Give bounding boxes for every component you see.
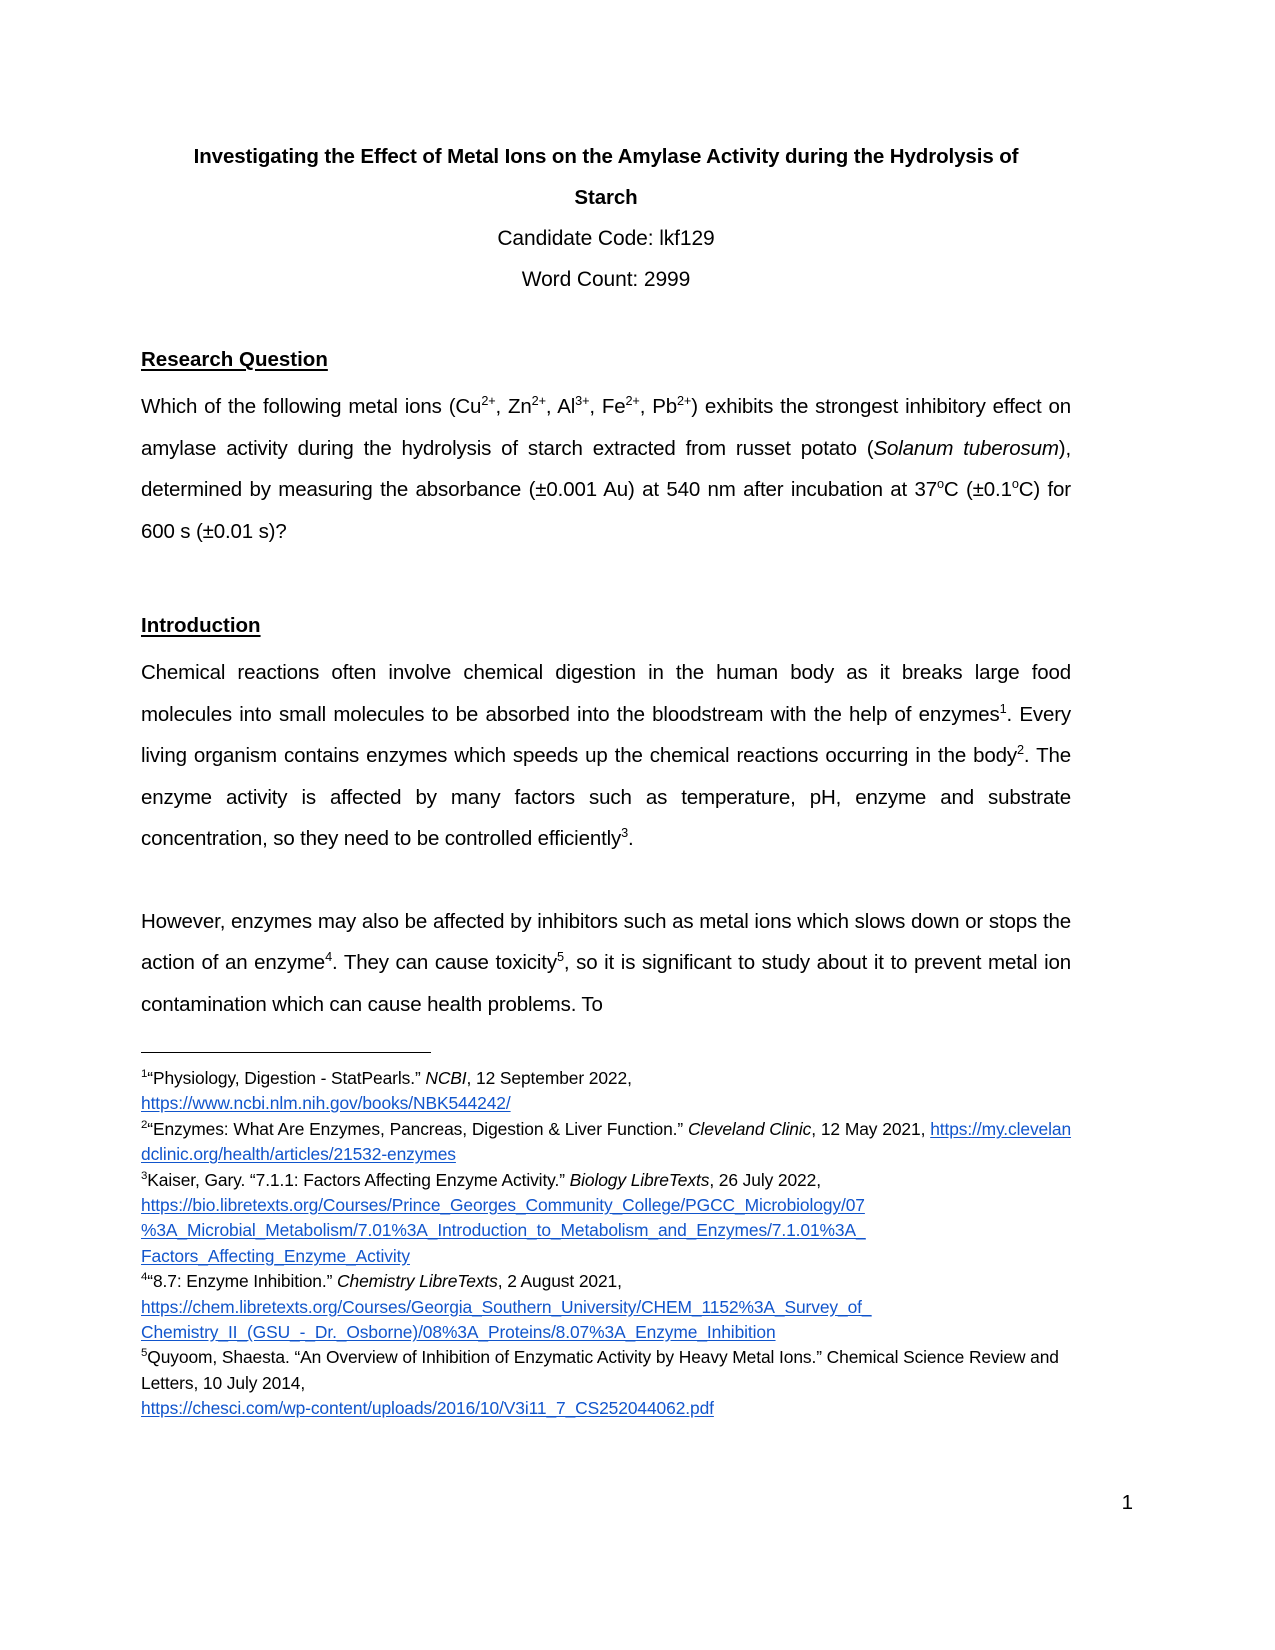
footnote-3-link-line-1[interactable]: https://bio.libretexts.org/Courses/Prince_Georges_Community_College/PGCC_Microbiology/07	[141, 1195, 865, 1216]
heading-introduction: Introduction	[141, 614, 261, 637]
footnote-3-text-before: Kaiser, Gary. “7.1.1: Factors Affecting Enzyme Activity.”	[147, 1169, 570, 1190]
page-number: 1	[1121, 1491, 1133, 1514]
word-count: Word Count: 2999	[521, 268, 691, 291]
footnote-ref-3[interactable]: 3	[621, 825, 629, 841]
research-question-heading-wrap	[141, 346, 1071, 374]
spacer-between-intro-paragraphs	[141, 860, 1071, 901]
rq-part-7: ), determined by measuring the absorbance (±0.001 Au) at 540 nm after incubation at 37	[141, 436, 1071, 501]
footnote-2	[141, 1117, 1071, 1168]
footnote-4-source: Chemistry LibreTexts	[337, 1271, 498, 1292]
rq-sup-zn: 2+	[531, 393, 546, 409]
spacer-before-introduction	[141, 552, 1071, 612]
footnote-3-source: Biology LibreTexts	[569, 1169, 710, 1190]
footnote-4-marker: 4	[141, 1271, 148, 1284]
footnote-1-text-before: “Physiology, Digestion - StatPearls.”	[147, 1068, 426, 1088]
footnote-ref-5[interactable]: 5	[556, 949, 564, 965]
heading-research-question: Research Question	[141, 348, 328, 371]
rq-part-8: C (±0.1	[943, 478, 1012, 501]
footnote-1-link[interactable]: https://www.ncbi.nlm.nih.gov/books/NBK544242/	[141, 1093, 511, 1114]
page-title	[191, 136, 1021, 218]
rq-part-6: ) exhibits the strongest inhibitory effect on amylase activity during the hydrolysis of starch extracted from russet potato (	[141, 395, 1071, 460]
rq-part-2: , Zn	[495, 395, 532, 418]
footnote-4-link-line-1[interactable]: https://chem.libretexts.org/Courses/Georgia_Southern_University/CHEM_1152%3A_Survey_of_	[141, 1296, 872, 1317]
rq-sup-al: 3+	[575, 393, 590, 409]
intro-p1-part-1: Chemical reactions often involve chemical digestion in the human body as it breaks large food molecules into small molecules to be absorbed into the bloodstream with the help of enzymes	[141, 661, 1071, 726]
title-line-1: Investigating the Effect of Metal Ions on the Amylase Activity during the	[193, 145, 885, 168]
footnote-4-text-after: , 2 August 2021,	[497, 1271, 622, 1292]
footnote-1-marker: 1	[141, 1068, 148, 1081]
title-line-2: Hydrolysis of Starch	[574, 145, 1019, 209]
rq-sup-cu: 2+	[481, 393, 496, 409]
spacer-after-intro-heading	[141, 640, 1071, 652]
rq-sup-pb: 2+	[677, 393, 692, 409]
rq-part-5: , Pb	[639, 395, 678, 418]
footnote-3-marker: 3	[141, 1169, 148, 1182]
footnote-ref-1[interactable]: 1	[999, 700, 1007, 716]
rq-degree-2: o	[1011, 476, 1019, 492]
footnote-3-link-line-3[interactable]: Factors_Affecting_Enzyme_Activity	[141, 1245, 410, 1266]
footnote-5-link[interactable]: https://chesci.com/wp-content/uploads/2016/10/V3i11_7_CS252044062.pdf	[141, 1398, 714, 1419]
footnote-5	[141, 1345, 1071, 1421]
intro-p1-part-3: . The enzyme activity is affected by many factors such as temperature, pH, enzyme and substrate concentration, so they need to be controlled efficiently	[141, 744, 1071, 850]
research-question-text	[141, 386, 1071, 552]
candidate-code: Candidate Code: lkf129	[497, 227, 715, 250]
intro-p2-part-2: . They can cause toxicity	[332, 951, 557, 974]
footnote-1-text-after: , 12 September 2022,	[466, 1068, 632, 1088]
footnote-4-link-line-2[interactable]: Chemistry_II_(GSU_-_Dr._Osborne)/08%3A_Proteins/8.07%3A_Enzyme_Inhibition	[141, 1322, 776, 1343]
introduction-heading-wrap	[141, 612, 1071, 640]
footnote-2-link[interactable]: https://my.clevelandclinic.org/health/articles/21532-enzymes	[141, 1118, 1072, 1165]
footnote-3-text-after: , 26 July 2022,	[709, 1169, 821, 1190]
footnote-3-link-line-2[interactable]: %3A_Microbial_Metabolism/7.01%3A_Introduction_to_Metabolism_and_Enzymes/7.1.01%3A_	[141, 1220, 866, 1241]
footnote-2-text-after: , 12 May 2021,	[811, 1118, 931, 1139]
introduction-paragraph-2	[141, 901, 1071, 1026]
footnote-1	[141, 1066, 1071, 1117]
intro-p1-part-4: .	[628, 827, 634, 850]
footnote-5-marker: 5	[141, 1347, 148, 1360]
footnote-2-marker: 2	[141, 1119, 148, 1132]
rq-part-1: Which of the following metal ions (Cu	[141, 395, 482, 418]
intro-p1-part-2: . Every living organism contains enzymes which speeds up the chemical reactions occurring in the body	[141, 702, 1072, 767]
footnote-2-source: Cleveland Clinic	[687, 1118, 812, 1139]
intro-p2-part-1: However, enzymes may also be affected by inhibitors such as metal ions which slows down or stops the action of an enzyme	[141, 909, 1071, 974]
footnote-4	[141, 1269, 1071, 1345]
footnote-ref-2[interactable]: 2	[1016, 742, 1024, 758]
rq-sup-fe: 2+	[625, 393, 640, 409]
introduction-paragraph-1	[141, 652, 1071, 860]
footnote-separator-rule	[141, 1052, 431, 1053]
document-content	[141, 0, 1071, 1025]
rq-part-4: , Fe	[589, 395, 626, 418]
rq-part-3: , Al	[545, 395, 576, 418]
footnote-3	[141, 1168, 1071, 1270]
title-block	[141, 0, 1071, 300]
rq-part-9: C) for 600 s (±0.01 s)?	[141, 478, 1071, 543]
footnote-5-text-before: Quyoom, Shaesta. “An Overview of Inhibition of Enzymatic Activity by Heavy Metal Ions.” Chemical Science Review and Letters, 10 July 2014,	[141, 1347, 1059, 1393]
footnote-2-text-before: “Enzymes: What Are Enzymes, Pancreas, Digestion & Liver Function.”	[147, 1118, 688, 1139]
footnote-area	[141, 1052, 1071, 1422]
rq-degree-1: o	[936, 476, 944, 492]
intro-p2-part-3: , so it is significant to study about it to prevent metal ion contamination which can cause health problems. To	[141, 951, 1071, 1016]
rq-species-name: Solanum tuberosum	[873, 436, 1059, 460]
footnote-4-text-before: “8.7: Enzyme Inhibition.”	[147, 1271, 338, 1292]
footnote-1-source: NCBI	[425, 1068, 467, 1088]
spacer-before-research-question	[141, 300, 1071, 346]
footnote-ref-4[interactable]: 4	[325, 949, 332, 965]
spacer-after-rq-heading	[141, 374, 1071, 386]
